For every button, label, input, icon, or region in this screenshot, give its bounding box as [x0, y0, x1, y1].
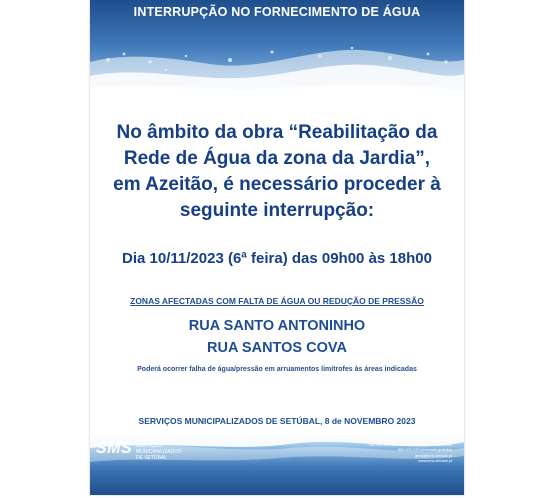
headline-line: seguinte interrupção: [179, 200, 375, 221]
poster [90, 0, 464, 495]
affected-street: RUA SANTOS COVA [207, 340, 347, 356]
notice-headline [98, 120, 456, 224]
notice-title: INTERRUPÇÃO NO FORNECIMENTO DE ÁGUA [133, 5, 421, 19]
water-banner [90, 0, 464, 110]
contact-line: Linhas de apoio ao cliente: [406, 438, 452, 442]
affected-street: RUA SANTO ANTONINHO [188, 318, 366, 334]
sms-logo [96, 440, 216, 468]
contact-info [332, 438, 452, 464]
headline-line: No âmbito da obra “Reabilitação da [116, 122, 438, 143]
logo-subtitle [136, 443, 216, 461]
interruption-schedule: Dia 10/11/2023 (6ª feira) das 09h00 às 18h00 [122, 250, 432, 267]
headline-line: Rede de Água da zona da Jardia”, [123, 148, 431, 169]
pressure-note: Poderá ocorrer falha de água/pressão em arruamentos limítrofes às áreas indicadas [137, 366, 417, 373]
signature-line: SERVIÇOS MUNICIPALIZADOS DE SETÚBAL, 8 de NOVEMBRO 2023 [138, 416, 416, 426]
affected-zones-heading: ZONAS AFECTADAS COM FALTA DE ÁGUA OU REDUÇÃO DE PRESSÃO [130, 296, 424, 306]
logo-subtitle-line: MUNICIPALIZADOS [136, 449, 182, 455]
logo-subtitle-line: DE SETÚBAL [136, 455, 168, 461]
logo-text: SMS [96, 440, 133, 457]
headline-line: em Azeitão, é necessário proceder à [113, 174, 441, 195]
logo-subtitle-line: SERVIÇOS [136, 443, 162, 449]
contact-line: www.sms-setubal.pt [418, 458, 452, 463]
contact-line: geral@sms-setubal.pt [415, 453, 452, 458]
contact-line: 800 200 132 (chamada gratuita) [397, 448, 452, 453]
contact-line: 265 000 020 (chamada para a rede fixa nacional) [369, 443, 452, 448]
